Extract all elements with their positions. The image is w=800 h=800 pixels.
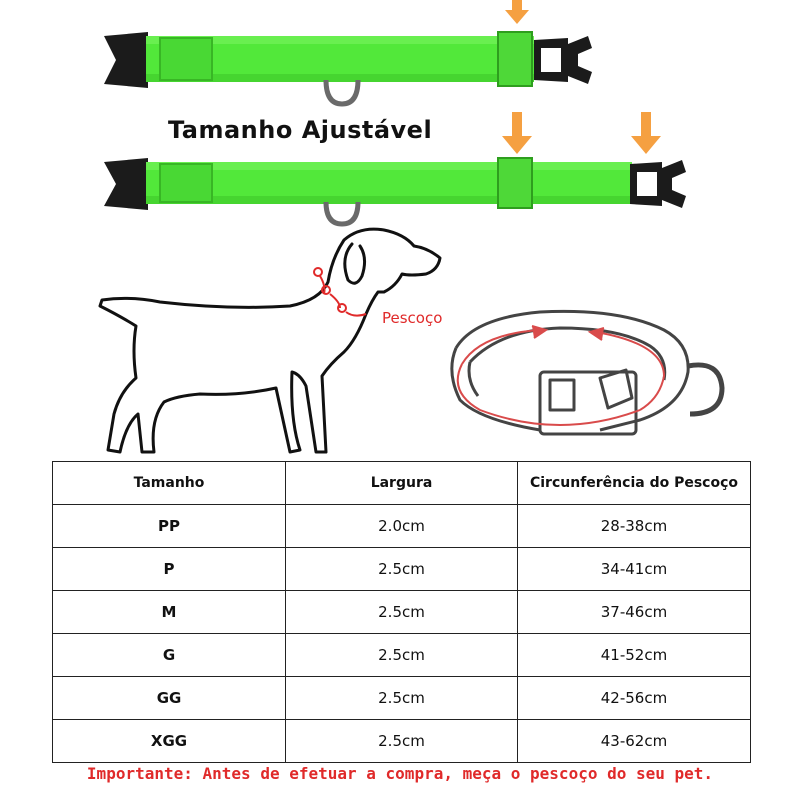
header-neck-circumference: Circunferência do Pescoço	[518, 462, 751, 505]
size-cell: M	[53, 591, 286, 634]
header-width: Largura	[286, 462, 518, 505]
collar-top-image	[104, 32, 592, 104]
neck-cell: 28-38cm	[518, 505, 751, 548]
width-cell: 2.5cm	[286, 548, 518, 591]
table-row	[53, 548, 751, 591]
size-chart-table	[52, 461, 751, 763]
collar-bottom-image	[104, 158, 686, 224]
collar-top-d-ring	[326, 80, 358, 104]
table-row	[53, 505, 751, 548]
neck-cell: 37-46cm	[518, 591, 751, 634]
adjustable-size-heading: Tamanho Ajustável	[168, 116, 433, 144]
width-cell: 2.5cm	[286, 720, 518, 763]
size-cell: P	[53, 548, 286, 591]
collar-loop-d-ring	[688, 365, 722, 414]
arrow-down-icon	[502, 112, 532, 154]
neck-label: Pescoço	[382, 309, 443, 327]
collar-bottom-slider	[498, 158, 532, 208]
collar-loop-image	[452, 311, 722, 434]
width-cell: 2.5cm	[286, 591, 518, 634]
arrow-down-icon	[631, 112, 661, 154]
header-size: Tamanho	[53, 462, 286, 505]
collar-top-slider	[498, 32, 532, 86]
size-cell: XGG	[53, 720, 286, 763]
arrow-down-icon	[505, 0, 529, 24]
width-cell: 2.5cm	[286, 677, 518, 720]
table-row	[53, 677, 751, 720]
table-header-row	[53, 462, 751, 505]
collar-bottom-left-buckle	[104, 158, 148, 210]
neck-cell: 43-62cm	[518, 720, 751, 763]
neck-cell: 42-56cm	[518, 677, 751, 720]
table-row	[53, 634, 751, 677]
width-cell: 2.5cm	[286, 634, 518, 677]
neck-cell: 34-41cm	[518, 548, 751, 591]
size-cell: G	[53, 634, 286, 677]
table-row	[53, 720, 751, 763]
size-cell: GG	[53, 677, 286, 720]
neck-cell: 41-52cm	[518, 634, 751, 677]
size-cell: PP	[53, 505, 286, 548]
collar-top-left-buckle	[104, 32, 148, 88]
neck-measure-mark	[314, 268, 366, 316]
width-cell: 2.0cm	[286, 505, 518, 548]
dog-outline-image	[100, 229, 443, 452]
collar-bottom-d-ring	[326, 202, 358, 224]
important-notice: Importante: Antes de efetuar a compra, meça o pescoço do seu pet.	[86, 764, 714, 783]
table-row	[53, 591, 751, 634]
